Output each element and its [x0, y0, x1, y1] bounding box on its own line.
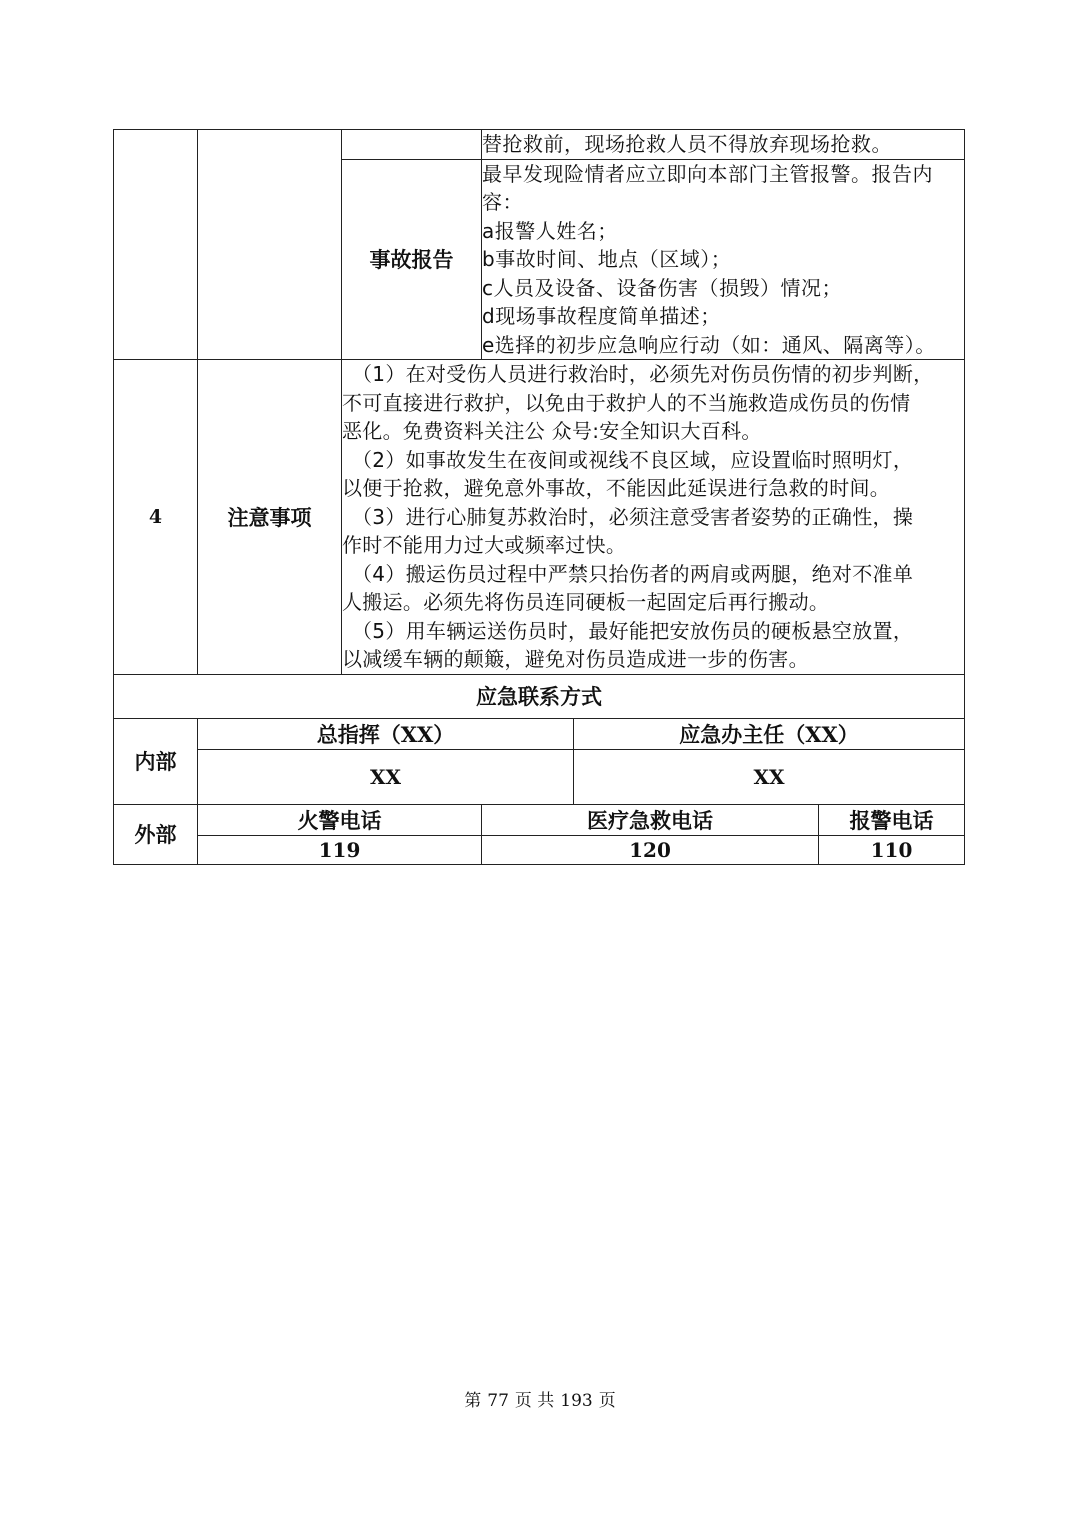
external-head-row [114, 804, 965, 835]
accident-report-content [482, 159, 965, 360]
continuation-text-cell [482, 130, 965, 160]
report-line: e选择的初步应急响应行动（如：通风、隔离等）。 [482, 332, 936, 357]
notes-title: 注意事项 [198, 360, 342, 675]
footer-middle: 页 共 [514, 1391, 555, 1411]
notes-line: 以减缓车辆的颠簸，避免对伤员造成进一步的伤害。 [342, 647, 809, 671]
external-value-row [114, 835, 965, 864]
notes-content [342, 360, 965, 675]
empty-item-cell [198, 130, 342, 360]
medical-phone-heading: 医疗急救电话 [482, 804, 819, 835]
report-line: b事故时间、地点（区域）； [482, 247, 732, 271]
notes-line: （3）进行心肺复苏救治时，必须注意受害者姿势的正确性，操 [352, 504, 914, 529]
emergency-plan-table [113, 129, 965, 865]
internal-value-row [114, 749, 965, 804]
internal-head-row [114, 718, 965, 749]
notes-line: 人搬运。必须先将伤员连同硬板一起固定后再行搬动。 [342, 590, 830, 614]
commander-heading: 总指挥（XX） [198, 718, 574, 749]
office-director-heading: 应急办主任（XX） [574, 718, 965, 749]
notes-line: 不可直接进行救护，以免由于救护人的不当施救造成伤员的伤情 [342, 390, 911, 415]
contacts-title-row [114, 674, 965, 718]
report-line: 容： [482, 190, 523, 214]
notes-number: 4 [114, 360, 198, 675]
notes-line: （2）如事故发生在夜间或视线不良区域，应设置临时照明灯， [352, 447, 914, 472]
footer-total-pages: 193 [560, 1391, 593, 1411]
notes-line: （1）在对受伤人员进行救治时，必须先对伤员伤情的初步判断， [352, 362, 934, 386]
continuation-text: 替抢救前，现场抢救人员不得放弃现场抢救。 [482, 132, 892, 156]
report-line: c人员及设备、设备伤害（损毁）情况； [482, 275, 842, 300]
footer-current-page: 77 [487, 1391, 509, 1411]
footer-suffix: 页 [598, 1391, 616, 1411]
medical-phone-value: 120 [482, 835, 819, 864]
notes-line: 以便于抢救，避免意外事故，不能因此延误进行急救的时间。 [342, 476, 891, 500]
office-director-value: XX [574, 749, 965, 804]
notes-line: （4）搬运伤员过程中严禁只抬伤者的两肩或两腿，绝对不准单 [352, 561, 914, 586]
accident-report-title: 事故报告 [342, 159, 482, 360]
page-footer [0, 1386, 1080, 1411]
external-label: 外部 [114, 804, 198, 864]
report-line: a报警人姓名； [482, 218, 618, 243]
internal-label: 内部 [114, 718, 198, 804]
empty-sub-cell [342, 130, 482, 160]
commander-value: XX [198, 749, 574, 804]
notes-line: 作时不能用力过大或频率过快。 [342, 533, 627, 557]
notes-line: （5）用车辆运送伤员时，最好能把安放伤员的硬板悬空放置， [352, 618, 914, 643]
footer-prefix: 第 [464, 1391, 482, 1411]
empty-number-cell [114, 130, 198, 360]
fire-phone-heading: 火警电话 [198, 804, 482, 835]
continuation-row [114, 130, 965, 160]
fire-phone-value: 119 [198, 835, 482, 864]
notes-line: 恶化。免费资料关注公 众号:安全知识大百科。 [342, 419, 762, 443]
police-phone-heading: 报警电话 [819, 804, 965, 835]
notes-row [114, 360, 965, 675]
report-line: d现场事故程度简单描述； [482, 304, 721, 328]
report-line: 最早发现险情者应立即向本部门主管报警。报告内 [482, 161, 933, 186]
police-phone-value: 110 [819, 835, 965, 864]
contacts-title: 应急联系方式 [114, 674, 965, 718]
